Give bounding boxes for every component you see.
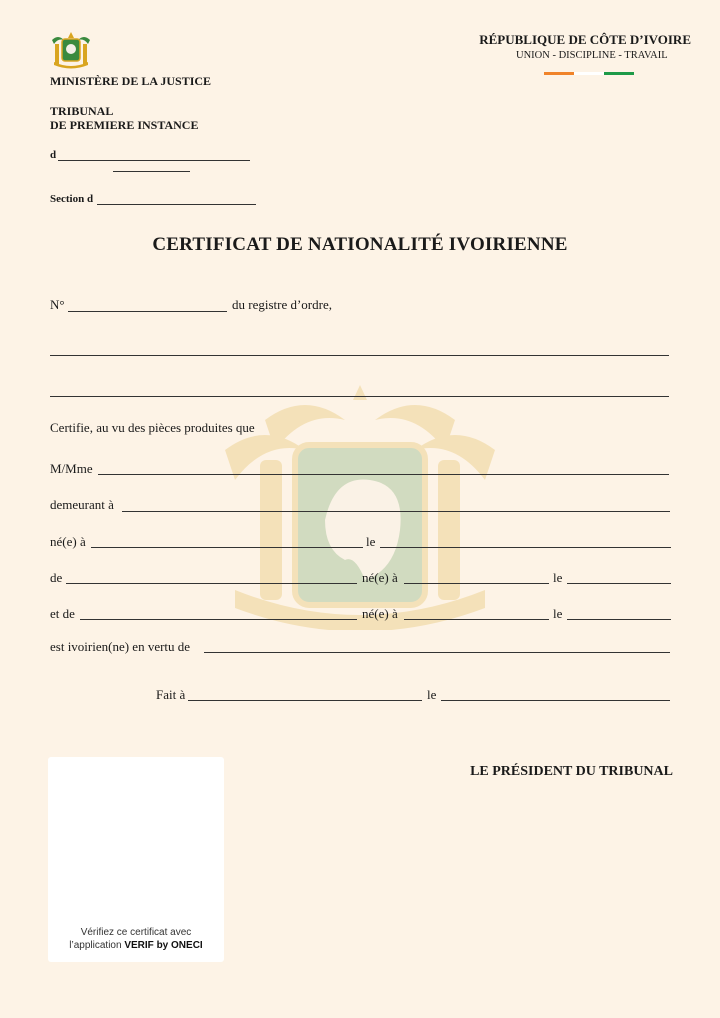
verification-text (48, 926, 224, 952)
d-field-line[interactable] (58, 160, 250, 161)
mother-born-on-label: le (553, 606, 563, 621)
born-on-field-line[interactable] (380, 547, 671, 548)
flag-green-stripe (604, 72, 634, 75)
done-at-label: Fait à (156, 687, 186, 702)
mother-born-on-field-line[interactable] (567, 619, 671, 620)
residing-field-line[interactable] (122, 511, 670, 512)
mother-name-field-line[interactable] (80, 619, 357, 620)
document-title: CERTIFICAT DE NATIONALITÉ IVOIRIENNE (152, 234, 568, 255)
section-label: Section d (50, 193, 94, 205)
tribunal-line2: DE PREMIERE INSTANCE (50, 118, 199, 132)
flag-orange-stripe (544, 72, 574, 75)
president-signature-label: LE PRÉSIDENT DU TRIBUNAL (470, 764, 673, 779)
born-on-label: le (366, 534, 376, 549)
father-born-at-field-line[interactable] (404, 583, 549, 584)
done-on-field-line[interactable] (441, 700, 670, 701)
ministry-label: MINISTÈRE DE LA JUSTICE (50, 74, 212, 88)
done-on-label: le (427, 687, 437, 702)
tribunal-line1: TRIBUNAL (50, 104, 114, 118)
name-label: M/Mme (50, 461, 93, 476)
certify-text: Certifie, au vu des pièces produites que (50, 420, 255, 435)
born-at-label: né(e) à (50, 534, 86, 549)
father-born-on-label: le (553, 570, 563, 585)
name-field-line[interactable] (98, 474, 669, 475)
father-name-field-line[interactable] (66, 583, 357, 584)
mother-born-at-field-line[interactable] (404, 619, 549, 620)
d-field-line-2[interactable] (113, 171, 190, 172)
verification-line2 (48, 939, 224, 952)
blank-line-2[interactable] (50, 396, 669, 397)
blank-line-1[interactable] (50, 355, 669, 356)
done-at-field-line[interactable] (188, 700, 422, 701)
ivorian-by-field-line[interactable] (204, 652, 670, 653)
number-label: N° (50, 297, 65, 312)
father-born-at-label: né(e) à (362, 570, 398, 585)
section-field-line[interactable] (97, 204, 256, 205)
residing-label: demeurant à (50, 497, 114, 512)
number-field-line[interactable] (68, 311, 227, 312)
coat-of-arms-icon (48, 30, 94, 70)
ivorian-by-label: est ivoirien(ne) en vertu de (50, 639, 191, 654)
republic-label: RÉPUBLIQUE DE CÔTE D’IVOIRE (479, 32, 691, 47)
verification-prefix: l’application (69, 940, 122, 951)
mother-born-at-label: né(e) à (362, 606, 398, 621)
tribunal-label (50, 104, 198, 132)
father-label: de (50, 570, 63, 585)
motto-label: UNION - DISCIPLINE - TRAVAIL (516, 50, 668, 61)
verification-line1: Vérifiez ce certificat avec (80, 927, 192, 938)
mother-label: et de (50, 606, 75, 621)
born-at-field-line[interactable] (91, 547, 363, 548)
flag-white-stripe (574, 72, 604, 75)
father-born-on-field-line[interactable] (567, 583, 671, 584)
coat-of-arms-watermark-icon (205, 380, 515, 630)
register-label: du registre d’ordre, (232, 297, 332, 312)
verification-app-name: VERIF by ONECI (124, 940, 203, 951)
d-label: d (50, 149, 57, 161)
